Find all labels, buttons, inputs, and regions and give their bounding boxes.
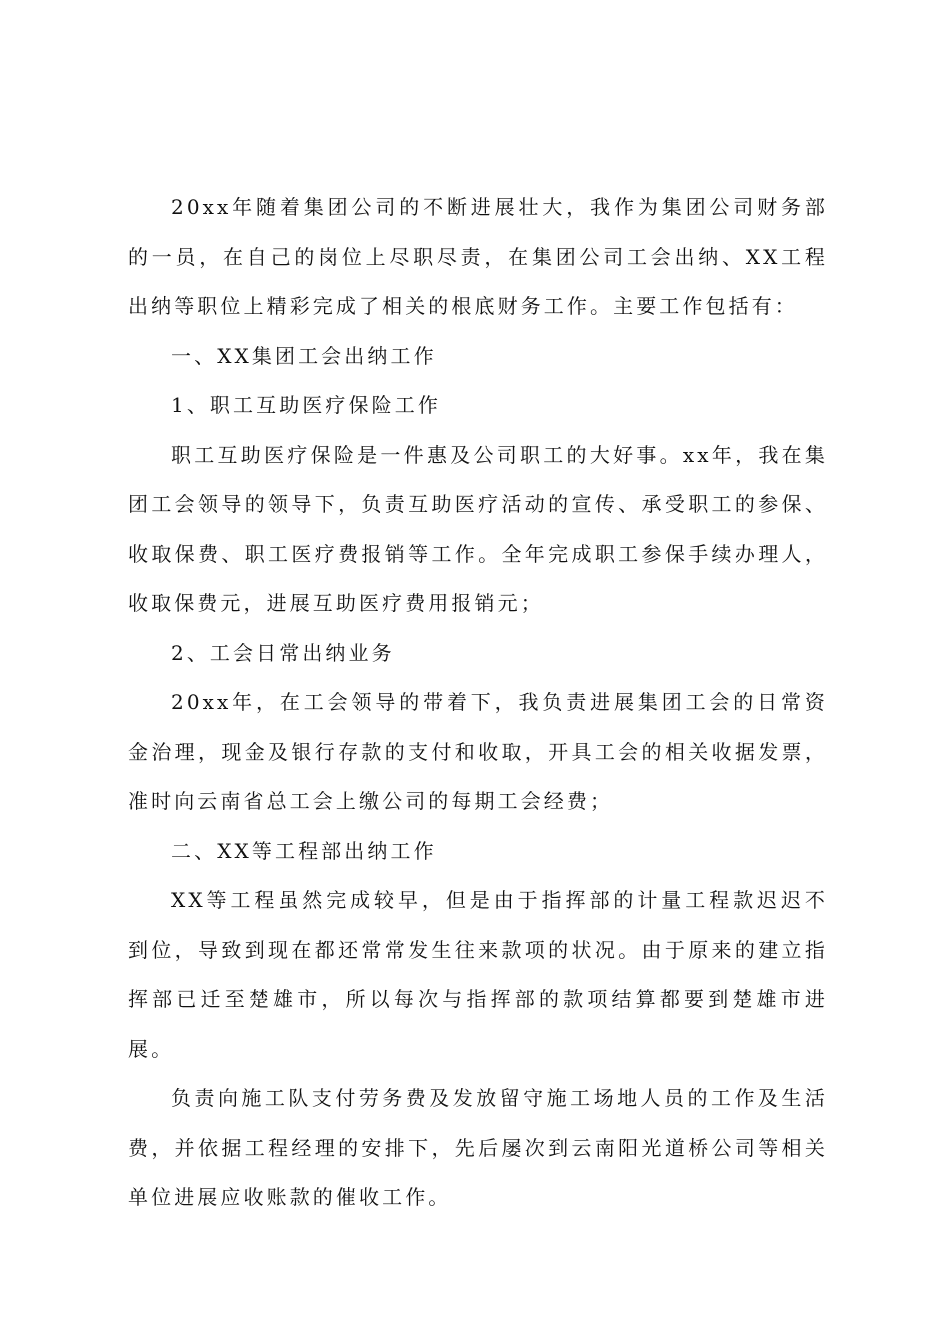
project-paragraph: XX等工程虽然完成较早，但是由于指挥部的计量工程款迟迟不到位，导致到现在都还常常发生往来款项的状况。由于原来的建立指挥部已迁至楚雄市，所以每次与指挥部的款项结算都要到楚雄市进展。 [128, 888, 828, 1061]
subsection-heading-medical-insurance: 1、职工互助医疗保险工作 [171, 393, 441, 417]
intro-paragraph: 20xx年随着集团公司的不断进展壮大，我作为集团公司财务部的一员，在自己的岗位上尽职尽责，在集团公司工会出纳、XX工程出纳等职位上精彩完成了相关的根底财务工作。主要工作包括有： [128, 195, 828, 318]
section-heading-project-cashier: 二、XX等工程部出纳工作 [171, 838, 437, 863]
document-body [128, 183, 828, 1223]
labor-payment-paragraph: 负责向施工队支付劳务费及发放留守施工场地人员的工作及生活费，并依据工程经理的安排下，先后屡次到云南阳光道桥公司等相关单位进展应收账款的催收工作。 [128, 1086, 828, 1209]
subsection-heading-daily-cashier: 2、工会日常出纳业务 [171, 640, 395, 665]
section-heading-union-cashier: 一、XX集团工会出纳工作 [171, 343, 437, 368]
daily-cashier-paragraph: 20xx年，在工会领导的带着下，我负责进展集团工会的日常资金治理，现金及银行存款的支付和收取，开具工会的相关收据发票，准时向云南省总工会上缴公司的每期工会经费； [128, 690, 828, 813]
medical-insurance-paragraph: 职工互助医疗保险是一件惠及公司职工的大好事。xx年，我在集团工会领导的领导下，负责互助医疗活动的宣传、承受职工的参保、收取保费、职工医疗费报销等工作。全年完成职工参保手续办理人，收取保费元，进展互助医疗费用报销元； [128, 442, 828, 615]
